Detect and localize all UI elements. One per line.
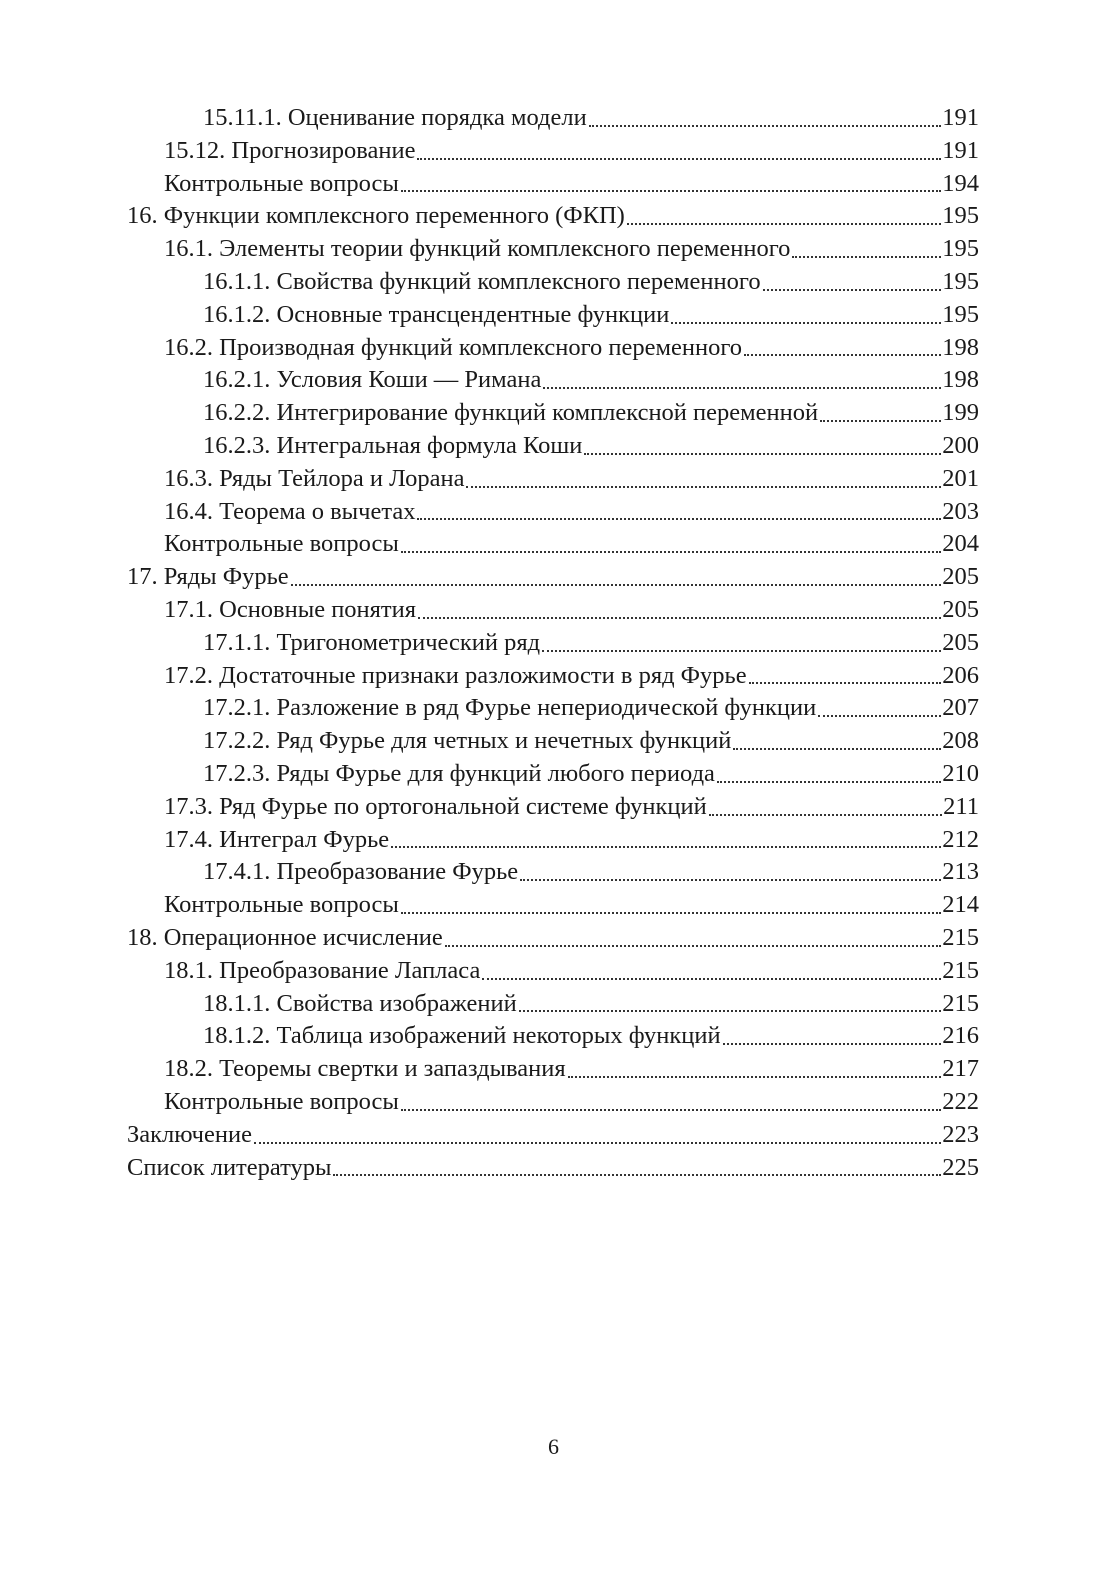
dot-leader [820,397,941,430]
dot-leader [543,364,941,397]
toc-entry-title: Заключение [127,1120,252,1148]
toc-entry-page-number: 212 [942,825,979,853]
dot-leader [417,135,941,168]
toc-entry-page-number: 207 [942,694,979,722]
toc-entry-page-number: 215 [942,923,979,951]
toc-entry-page-number: 225 [942,1153,979,1181]
toc-entry[interactable] [127,922,979,955]
toc-entry-title: 15.11.1. Оценивание порядка модели [203,104,587,131]
toc-entry-title: Контрольные вопросы [164,1087,399,1115]
toc-entry-title: 17.2.2. Ряд Фурье для четных и нечетных функций [203,727,732,755]
toc-entry-page-number: 198 [942,366,979,394]
toc-entry-title: 16.2.2. Интегрирование функций комплексной переменной [203,399,819,427]
toc-entry-title: 18.1.1. Свойства изображений [203,989,517,1017]
toc-entry[interactable] [127,955,979,988]
toc-entry-page-number: 194 [942,169,979,197]
toc-entry-title: Контрольные вопросы [164,530,399,558]
toc-entry-page-number: 191 [942,136,979,164]
dot-leader [763,266,942,299]
toc-entry-page-number: 205 [942,595,979,623]
dot-leader [818,692,941,725]
dot-leader [254,1119,941,1152]
dot-leader [519,988,942,1021]
toc-entry-title: 17.2.3. Ряды Фурье для функций любого периода [203,759,715,787]
toc-entry-page-number: 201 [942,464,979,492]
toc-entry[interactable] [127,1020,979,1053]
toc-entry-title: 16.4. Теорема о вычетах [164,497,416,525]
toc-entry[interactable] [127,692,979,725]
dot-leader [627,200,941,233]
toc-entry-title: 16.1.1. Свойства функций комплексного переменного [203,267,761,295]
toc-entry[interactable] [127,1053,979,1086]
toc-entry-page-number: 200 [942,431,979,459]
toc-entry-page-number: 222 [942,1087,979,1115]
dot-leader [291,561,942,594]
dot-leader [482,955,941,988]
dot-leader [749,660,942,693]
toc-entry-title: Контрольные вопросы [164,169,399,197]
toc-entry-title: 18. Операционное исчисление [127,923,443,951]
dot-leader [401,889,941,922]
dot-leader [445,922,941,955]
toc-entry[interactable] [127,299,979,332]
toc-entry-page-number: 223 [942,1120,979,1148]
toc-entry-title: 15.12. Прогнозирование [164,136,416,164]
dot-leader [391,824,941,857]
dot-leader [466,463,941,496]
dot-leader [584,430,941,463]
dot-leader [733,725,941,758]
toc-entry[interactable] [127,660,979,693]
toc-entry[interactable] [127,397,979,430]
toc-entry-title: 17.2.1. Разложение в ряд Фурье непериодической функции [203,694,817,722]
toc-entry-page-number: 205 [942,563,979,591]
toc-entry[interactable] [127,758,979,791]
toc-entry-title: 16. Функции комплексного переменного (ФКП) [127,202,625,230]
toc-entry-page-number: 195 [942,235,979,263]
dot-leader [401,528,941,561]
toc-entry-page-number: 204 [942,530,979,558]
toc-entry-page-number: 206 [942,661,979,689]
toc-entry[interactable] [127,627,979,660]
toc-entry-title: 18.1. Преобразование Лапласа [164,956,481,984]
toc-entry-page-number: 208 [942,727,979,755]
toc-entry-title: 18.1.2. Таблица изображений некоторых функций [203,1022,721,1050]
toc-entry-title: 16.2.1. Условия Коши — Римана [203,366,542,394]
toc-entry-page-number: 216 [942,1022,979,1050]
toc-entry-page-number: 205 [942,628,979,656]
toc-entry-page-number: 214 [942,891,979,919]
toc-entry[interactable] [127,988,979,1021]
toc-entry[interactable] [127,889,979,922]
dot-leader [418,594,941,627]
toc-entry[interactable] [127,332,979,365]
toc-entry-title: Контрольные вопросы [164,891,399,919]
toc-entry[interactable] [127,102,979,135]
toc-entry[interactable] [127,266,979,299]
toc-entry-title: 17. Ряды Фурье [127,563,289,591]
toc-entry-page-number: 203 [942,497,979,525]
toc-entry[interactable] [127,233,979,266]
toc-entry-title: 17.4. Интеграл Фурье [164,825,390,853]
toc-entry-title: 17.1. Основные понятия [164,595,417,623]
toc-entry[interactable] [127,725,979,758]
toc-entry-page-number: 195 [942,300,979,328]
toc-entry-page-number: 211 [943,792,979,820]
dot-leader [333,1152,941,1185]
dot-leader [417,496,941,529]
dot-leader [671,299,941,332]
dot-leader [401,1086,941,1119]
toc-entry-page-number: 195 [942,267,979,295]
toc-entry-page-number: 210 [942,759,979,787]
toc-entry[interactable] [127,135,979,168]
dot-leader [542,627,941,660]
toc-entry[interactable] [127,430,979,463]
toc-entry[interactable] [127,561,979,594]
toc-entry-page-number: 198 [942,333,979,361]
toc-entry[interactable] [127,528,979,561]
toc-entry-title: 17.3. Ряд Фурье по ортогональной системе функций [164,792,707,820]
dot-leader [792,233,941,266]
toc-entry-title: 16.1.2. Основные трансцендентные функции [203,300,670,328]
toc-entry-title: 18.2. Теоремы свертки и запаздывания [164,1055,566,1083]
toc-entry[interactable] [127,496,979,529]
toc-entry-title: 16.3. Ряды Тейлора и Лорана [164,464,465,492]
toc-entry[interactable] [127,856,979,889]
toc-entry-title: Список литературы [127,1153,332,1181]
dot-leader [744,332,941,365]
toc-entry-title: 16.1. Элементы теории функций комплексного переменного [164,235,791,263]
toc-entry[interactable] [127,1119,979,1152]
toc-entry[interactable] [127,1086,979,1119]
toc-entry-title: 16.2. Производная функций комплексного переменного [164,333,743,361]
page-number: 6 [548,1434,559,1459]
dot-leader [520,856,941,889]
toc-entry-title: 16.2.3. Интегральная формула Коши [203,431,583,459]
toc-entry-page-number: 213 [942,858,979,886]
dot-leader [568,1053,942,1086]
dot-leader [589,102,942,135]
toc-entry-page-number: 215 [942,956,979,984]
toc-entry-page-number: 199 [942,399,979,427]
toc-entry[interactable] [127,364,979,397]
toc-entry-page-number: 195 [942,202,979,230]
toc-entry[interactable] [127,1152,979,1185]
toc-entry[interactable] [127,791,979,824]
toc-entry[interactable] [127,824,979,857]
dot-leader [723,1020,942,1053]
toc-entry-title: 17.2. Достаточные признаки разложимости в ряд Фурье [164,661,747,689]
toc-entry-page-number: 217 [942,1055,979,1083]
dot-leader [709,791,942,824]
toc-entry[interactable] [127,463,979,496]
toc-entry-page-number: 191 [942,104,979,131]
toc-entry-page-number: 215 [942,989,979,1017]
toc-entry[interactable] [127,594,979,627]
dot-leader [717,758,941,791]
dot-leader [401,168,941,201]
toc-entry-title: 17.4.1. Преобразование Фурье [203,858,519,886]
table-of-contents [127,102,979,1184]
toc-entry-title: 17.1.1. Тригонометрический ряд [203,628,541,656]
toc-entry[interactable] [127,200,979,233]
toc-entry[interactable] [127,168,979,201]
